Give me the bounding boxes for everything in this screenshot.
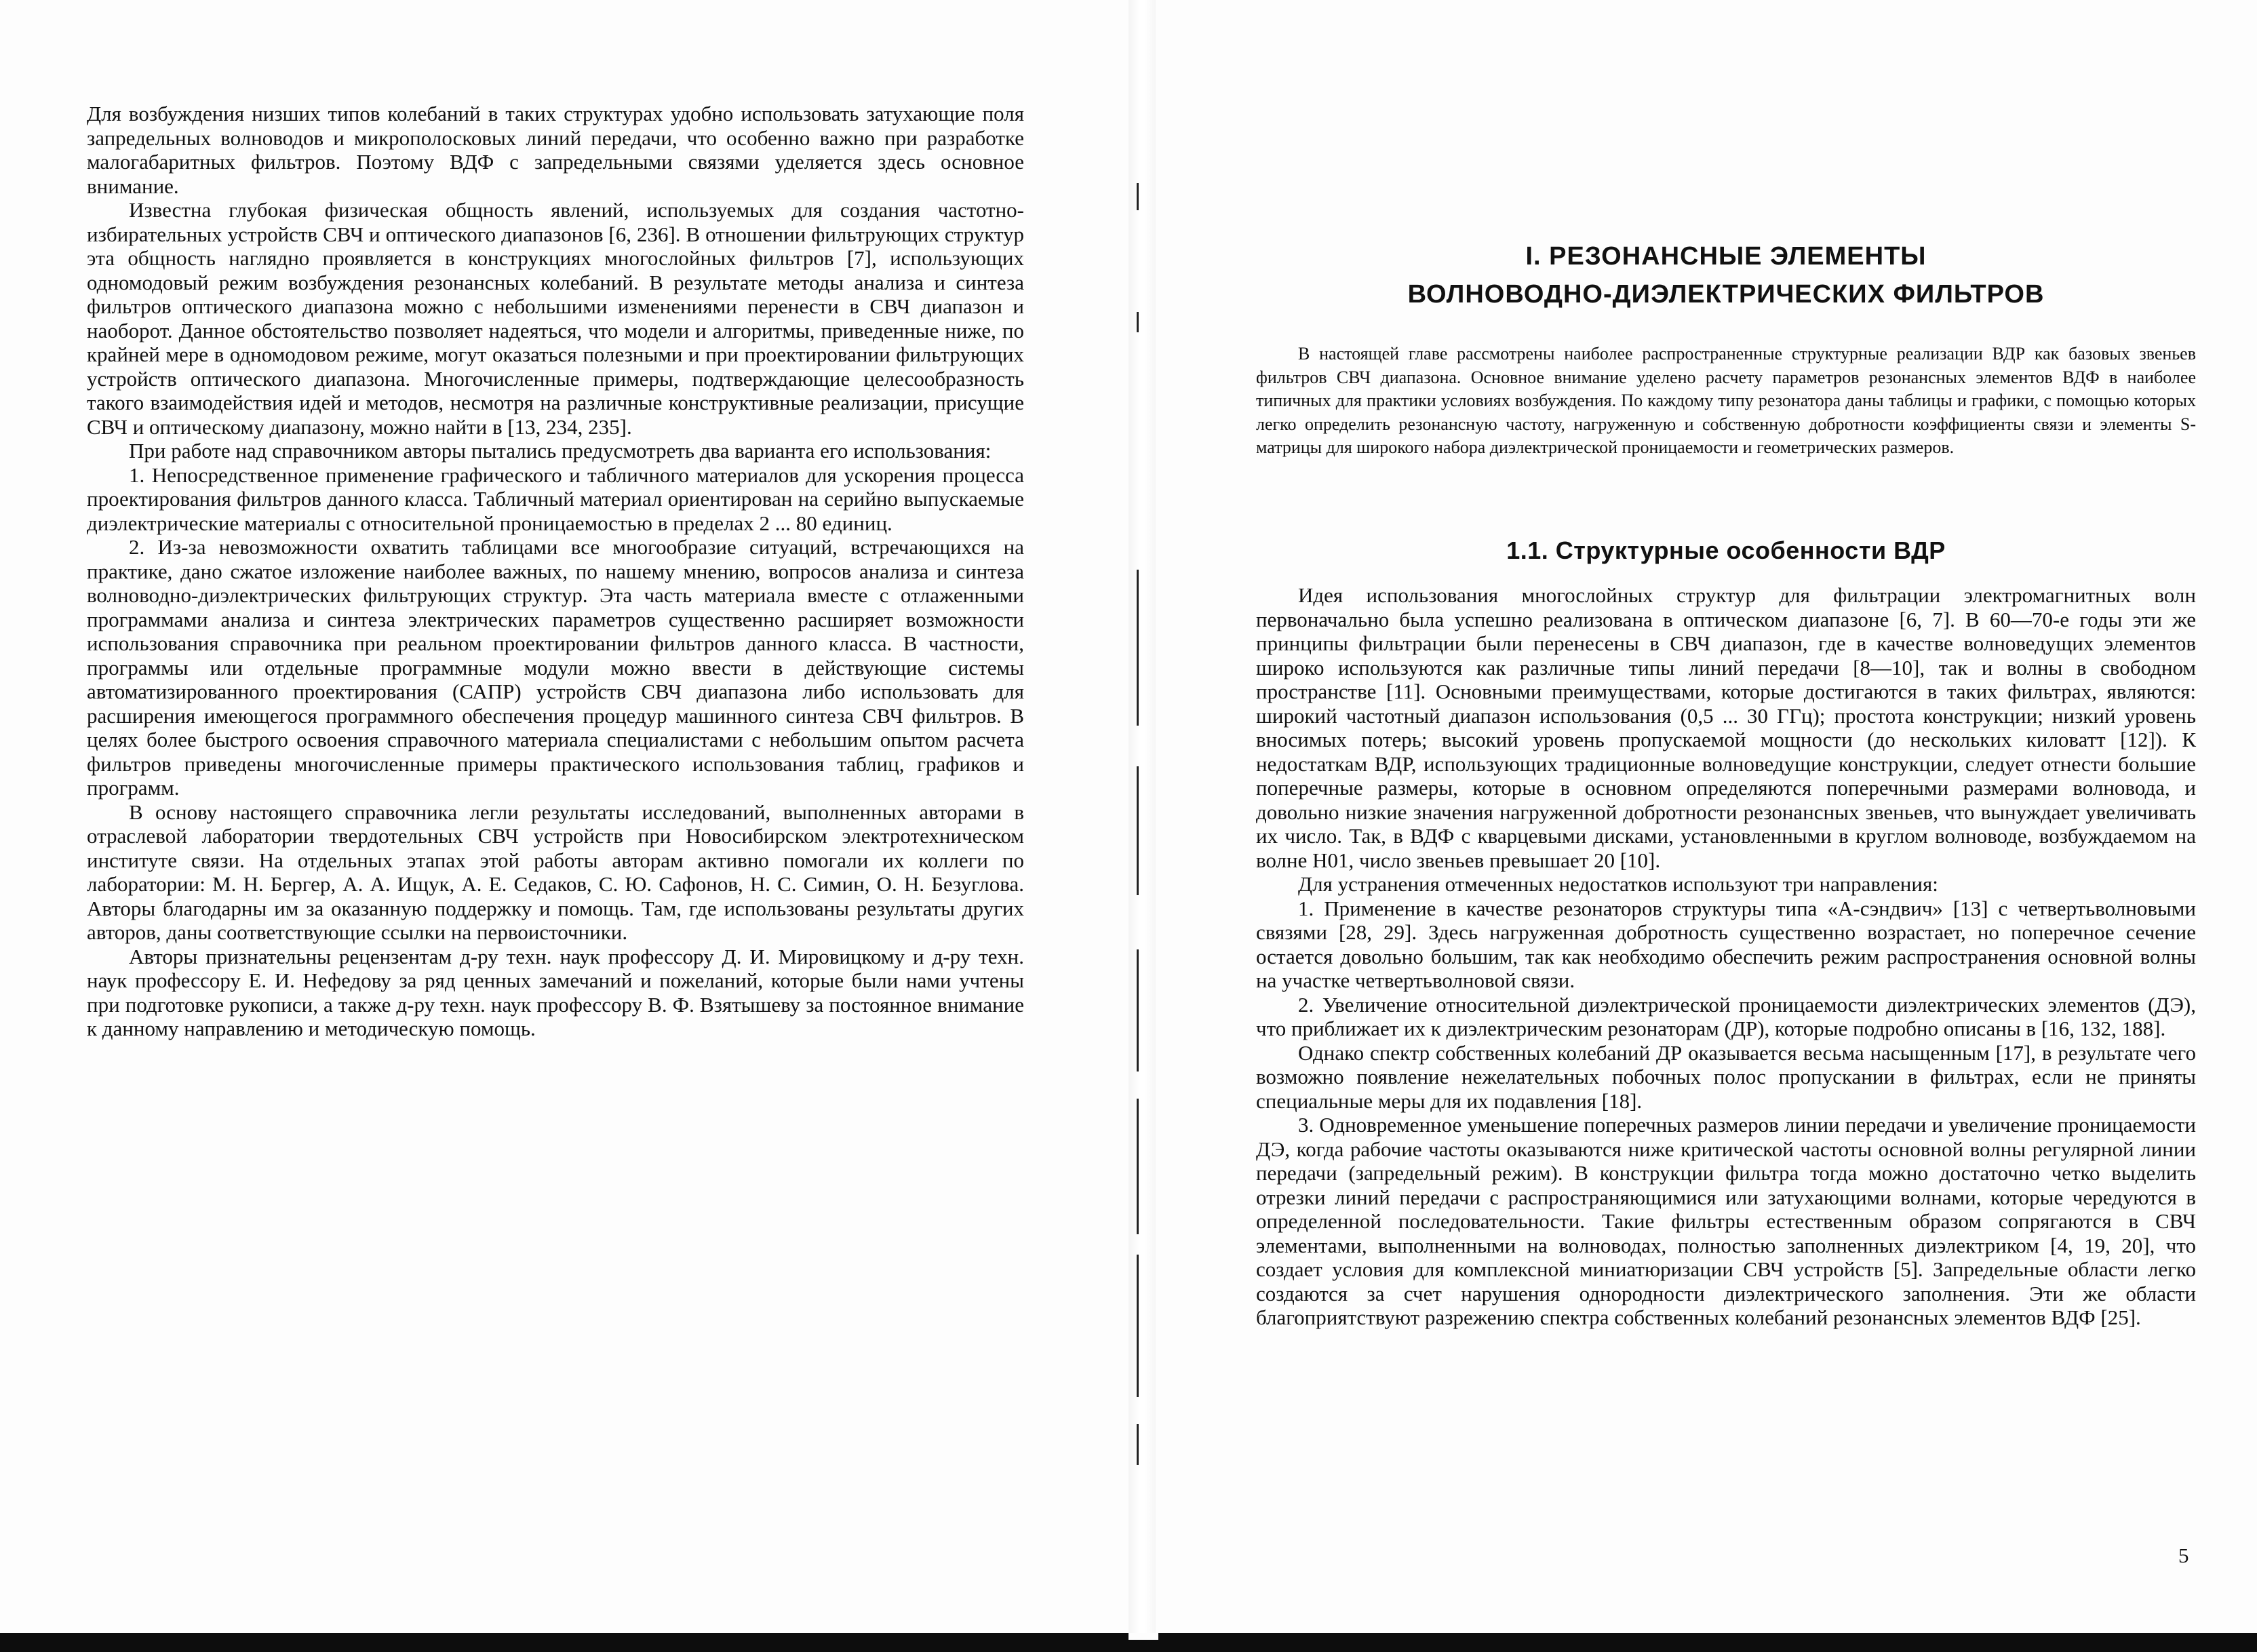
scan-bottom-gap [1128, 1633, 1158, 1640]
left-paragraph-6: В основу настоящего справочника легли результаты исследований, выполненных авторами в отраслевой лаборатории твердотельных СВЧ устройств при Новосибирском электротехническом институте связи. На отдельных этапах этой работы авторам активно помогали их коллеги по лаборатории: М. Н. Бергер, А. А. Ищук, А. Е. Седаков, С. Ю. Сафонов, Н. С. Симин, О. Н. Безуглова. Авторы благодарны им за оказанную поддержку и помощь. Там, где использованы результаты других авторов, даны соответствующие ссылки на первоисточники. [87, 800, 1024, 944]
left-paragraph-4: 1. Непосредственное применение графического и табличного материалов для ускорения процесса проектирования фильтров данного класса. Табличный материал ориентирован на серийно выпускаемые диэлектрические материалы с относительной проницаемостью в пределах 2 ... 80 единиц. [87, 463, 1024, 535]
right-paragraph-3: 1. Применение в качестве резонаторов структуры типа «А-сэндвич» [13] с четвертьволновыми связями [28, 29]. Здесь нагруженная добротность существенно возрастает, но поперечное сечение остается довольно большим, так как необходимо обеспечить режим распространения основной волны на участке четвертьволновой связи. [1256, 896, 2196, 992]
left-paragraph-1: Для возбуждения низших типов колебаний в таких структурах удобно использовать затухающие поля запредельных волноводов и микрополосковых линий передачи, что особенно важно при разработке малогабаритных фильтров. Поэтому ВДФ с запредельными связями уделяется здесь основное внимание. [87, 102, 1024, 198]
gutter-mark [1137, 1099, 1139, 1234]
right-paragraph-1: Идея использования многослойных структур для фильтрации электромагнитных волн первоначально была успешно реализована в оптическом диапазоне [6, 7]. В 60—70-е годы эти же принципы фильтрации были перенесены в СВЧ диапазон, где в качестве волноведущих элементов широко используются как различные типы линий передачи [8—10], так и волны в свободном пространстве [11]. Основными преимуществами, которые достигаются в таких фильтрах, являются: широкий частотный диапазон использования (0,5 ... 30 ГГц); простота конструкции; низкий уровень вносимых потерь; высокий уровень пропускаемой мощности (до нескольких киловатт [12]). К недостаткам ВДР, использующих традиционные волноведущие конструкции, следует отнести большие поперечные размеры, которые в основном определяются поперечными размерами волновода, и довольно низкие значения нагруженной добротности резонансных звеньев, что вынуждает увеличивать их число. Так, в ВДФ с кварцевыми дисками, установленными в круглом волноводе, возбуждаемом на волне H01, число звеньев превышает 20 [10]. [1256, 583, 2196, 872]
left-paragraph-3: При работе над справочником авторы пытались предусмотреть два варианта его использования: [129, 439, 992, 463]
gutter-mark [1137, 570, 1139, 726]
left-paragraph-7: Авторы признательны рецензентам д-ру техн. наук профессору Д. И. Мировицкому и д-ру техн. наук профессору Е. И. Нефедову за ряд ценных замечаний и пожеланий, которые были нами учтены при подготовке рукописи, а также д-ру техн. наук профессору В. Ф. Взятышеву за постоянное внимание к данному направлению и методическую помощь. [87, 944, 1024, 1040]
gutter-mark [1137, 1255, 1139, 1397]
gutter-mark [1137, 1424, 1139, 1465]
chapter-abstract: В настоящей главе рассмотрены наиболее распространенные структурные реализации ВДР как базовых звеньев фильтров СВЧ диапазона. Основное внимание уделено расчету параметров резонансных элементов ВДФ в наиболее типичных для практики условиях возбуждения. По каждому типу резонатора даны таблицы и графики, с помощью которых легко определить резонансную частоту, нагруженную и собственную добротности коэффициенты связи и элементы S-матрицы для широкого набора диэлектрической проницаемости и геометрических размеров. [1256, 344, 2196, 457]
left-paragraph-2: Известна глубокая физическая общность явлений, используемых для создания частотно-избирательных устройств СВЧ и оптического диапазонов [6, 236]. В отношении фильтрующих структур эта общность наглядно проявляется в конструкциях многослойных фильтров [7], использующих одномодовый режим возбуждения резонансных колебаний. В результате методы анализа и синтеза фильтров оптического диапазона можно с небольшими изменениями перенести в СВЧ диапазон и наоборот. Данное обстоятельство позволяет надеяться, что модели и алгоритмы, приведенные ниже, по крайней мере в одномодовом режиме, могут оказаться полезными и при проектировании фильтрующих устройств оптического диапазона. Многочисленные примеры, подтверждающие целесообразность такого взаимодействия идей и методов, несмотря на различные конструктивные реализации, присущие СВЧ и оптическому диапазону, можно найти в [13, 234, 235]. [87, 198, 1024, 439]
left-paragraph-5: 2. Из-за невозможности охватить таблицами все многообразие ситуаций, встречающихся на практике, дано сжатое изложение наиболее важных, по нашему мнению, вопросов анализа и синтеза волноводно-диэлектрических фильтрующих структур. Эта часть материала вместе с отлаженными программами анализа и синтеза электрических параметров существенно расширяет возможности использования справочника при реальном проектировании фильтров данного класса. В частности, программы или отдельные программные модули можно ввести в действующие системы автоматизированного проектирования (САПР) устройств СВЧ диапазона либо использовать для расширения имеющегося программного обеспечения процедур машинного синтеза СВЧ фильтров. В целях более быстрого освоения справочного материала специалистами с небольшим опытом расчета фильтров приведены многочисленные примеры практического использования таблиц, графиков и программ. [87, 535, 1024, 800]
gutter-mark [1137, 183, 1139, 210]
chapter-title-line-2: ВОЛНОВОДНО-ДИЭЛЕКТРИЧЕСКИХ ФИЛЬТРОВ [1407, 280, 2045, 309]
section-title: 1.1. Структурные особенности ВДР [1506, 536, 1946, 564]
left-page [87, 102, 1024, 1041]
right-page-body [1256, 583, 2196, 1330]
chapter-title [1256, 237, 2196, 313]
gutter-mark [1137, 949, 1139, 1071]
page-number: 5 [2178, 1543, 2189, 1567]
right-paragraph-2: Для устранения отмеченных недостатков используют три направления: [1298, 872, 1938, 896]
right-paragraph-6: 3. Одновременное уменьшение поперечных размеров линии передачи и увеличение проницаемости ДЭ, когда рабочие частоты оказываются ниже критической частоты основной волны регулярной линии передачи (запредельный режим). В конструкции фильтра тогда можно достаточно четко выделить отрезки линий передачи с распространяющимися или затухающими волнами, которые чередуются в определенной последовательности. Такие фильтры естественным образом сопрягаются в СВЧ элементами, выполненными на волноводах, полностью заполненных диэлектриком [4, 19, 20], что создает условия для комплексной миниатюризации СВЧ устройств [5]. Запредельные области легко создаются за счет нарушения однородности диэлектрического заполнения. Эти же области благоприятствуют разрежению спектра собственных колебаний резонансных элементов ВДФ [25]. [1256, 1113, 2196, 1329]
chapter-title-line-1: I. РЕЗОНАНСНЫЕ ЭЛЕМЕНТЫ [1525, 242, 1927, 271]
book-gutter [1128, 0, 1156, 1634]
right-paragraph-5: Однако спектр собственных колебаний ДР оказывается весьма насыщенным [17], в результате чего возможно появление нежелательных побочных полос пропускании в фильтрах, если не приняты специальные меры для их подавления [18]. [1256, 1040, 2196, 1113]
gutter-mark [1137, 766, 1139, 895]
right-paragraph-4: 2. Увеличение относительной диэлектрической проницаемости диэлектрических элементов (ДЭ), что приближает их к диэлектрическим резонаторам (ДР), которые подробно описаны в [16, 132, 188]. [1256, 992, 2196, 1040]
gutter-mark [1137, 312, 1139, 332]
